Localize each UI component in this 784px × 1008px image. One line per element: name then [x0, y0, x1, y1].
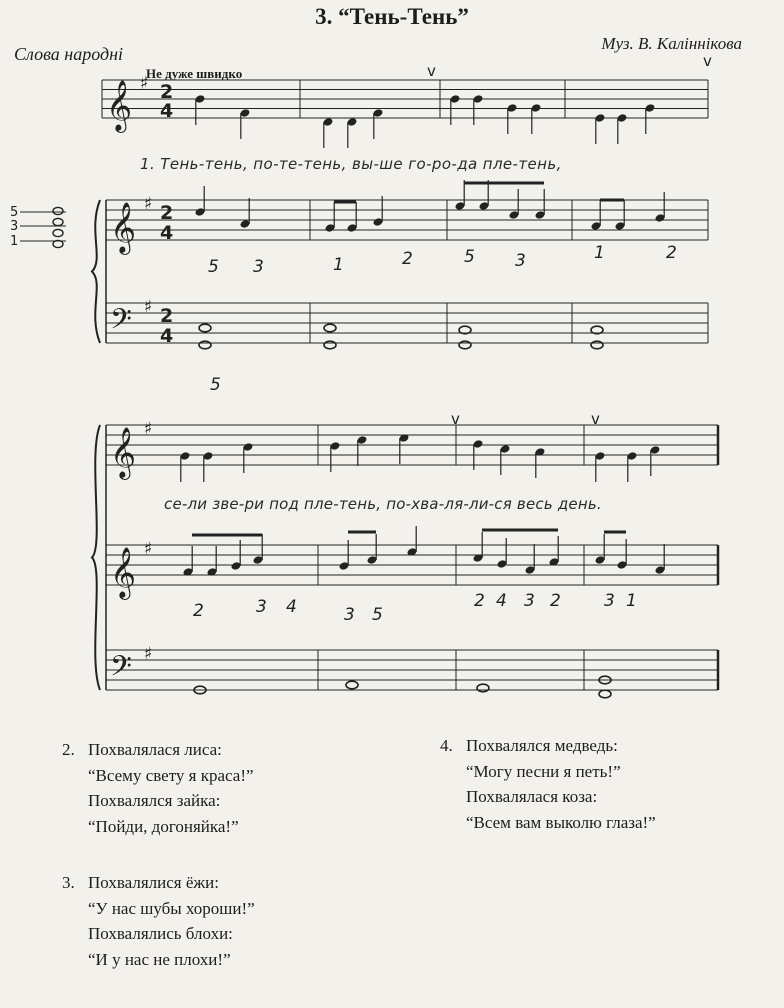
verse-line: Похвалялись блохи: [88, 924, 233, 943]
open-notehead [53, 207, 63, 214]
sharp-icon: ♯ [144, 644, 153, 664]
verse-line: “Могу песни я петь!” [466, 761, 621, 781]
open-notehead [346, 681, 358, 689]
fingering-number: 5 [208, 257, 219, 277]
verse-4 [440, 733, 656, 835]
verse-line: Похвалялася коза: [466, 787, 598, 806]
open-notehead [591, 341, 603, 349]
open-notehead [53, 229, 63, 236]
verse-line: “У нас шубы хороши!” [88, 898, 255, 918]
time-signature: 4 [160, 325, 174, 347]
fingering-number: 4 [496, 591, 507, 611]
verse-line: “Всем вам выколю глаза!” [466, 812, 656, 832]
open-notehead [324, 324, 336, 332]
treble-clef-icon: 𝄞 [110, 427, 137, 478]
brace [92, 200, 100, 343]
sharp-icon: ♯ [144, 539, 153, 559]
verse-number: 2. [62, 740, 75, 759]
verse-number: 4. [440, 736, 453, 755]
composer-credit: Муз. В. Каліннікова [601, 34, 742, 53]
time-signature: 2 [160, 305, 174, 327]
verse-line: “Всему свету я краса!” [88, 765, 254, 785]
sharp-icon: ♯ [140, 73, 149, 94]
fingering-number: 3 [256, 597, 267, 617]
fingering-number: 1 [10, 234, 19, 249]
open-notehead [199, 341, 211, 349]
treble-clef-icon: 𝄞 [110, 202, 137, 253]
breath-mark-icon: v [427, 62, 436, 80]
open-notehead [199, 324, 211, 332]
treble-clef-icon: 𝄞 [106, 79, 133, 131]
fingering-number: 3 [344, 605, 355, 625]
verse-line: “И у нас не плохи!” [88, 949, 231, 969]
verse-3 [62, 870, 255, 972]
fingering-number: 2 [550, 591, 561, 611]
breath-mark-icon: v [451, 410, 460, 428]
fingering-number: 2 [402, 249, 413, 269]
verse-line: Похвалялися ёжи: [88, 873, 219, 892]
fingering-number: 3 [524, 591, 535, 611]
open-notehead [459, 341, 471, 349]
open-notehead [324, 341, 336, 349]
open-notehead [53, 218, 63, 225]
fingering-number: 3 [604, 591, 615, 611]
verse-line: “Пойди, догоняйка!” [88, 816, 239, 836]
brace [92, 425, 100, 690]
verse-line: Похвалялся медведь: [466, 736, 618, 755]
time-signature: 4 [160, 222, 174, 244]
fingering-number: 1 [594, 243, 605, 263]
sharp-icon: ♯ [144, 419, 153, 439]
open-notehead [477, 684, 489, 692]
fingering-number: 5 [464, 247, 475, 267]
breath-mark-icon: v [591, 410, 600, 428]
fingering-number: 5 [210, 375, 221, 395]
fingering-number: 3 [515, 251, 526, 271]
song-title: 3. “Тень-Тень” [315, 4, 469, 29]
lyrics-line-2: се-ли зве-ри под пле-тень, по-хва-ля-ли-ся весь день. [164, 495, 602, 513]
fingering-number: 1 [626, 591, 637, 611]
open-notehead [599, 690, 611, 698]
fingering-number: 2 [193, 601, 204, 621]
time-signature: 2 [160, 202, 174, 224]
verse-line: Похвалялся зайка: [88, 791, 221, 810]
fingering-number: 4 [286, 597, 297, 617]
time-signature: 2 [160, 81, 174, 104]
breath-mark-icon: v [703, 52, 712, 70]
fingering-number: 3 [10, 219, 19, 234]
lyricist-credit: Слова народні [14, 44, 123, 64]
sharp-icon: ♯ [144, 194, 153, 214]
verse-2 [62, 737, 254, 839]
fingering-number: 2 [474, 591, 485, 611]
verse-line: Похвалялася лиса: [88, 740, 222, 759]
bass-clef-icon: 𝄢 [110, 650, 132, 690]
fingering-number: 5 [10, 205, 19, 220]
verse-number: 3. [62, 873, 75, 892]
lyrics-line-1: 1. Тень-тень, по-те-тень, вы-ше го-ро-да пле-тень, [140, 155, 562, 173]
tempo-marking: Не дуже швидко [146, 66, 243, 81]
fingering-number: 1 [333, 255, 344, 275]
bass-clef-icon: 𝄢 [110, 303, 132, 343]
treble-clef-icon: 𝄞 [110, 547, 137, 598]
time-signature: 4 [160, 100, 174, 123]
sharp-icon: ♯ [144, 297, 153, 317]
fingering-number: 2 [666, 243, 677, 263]
fingering-number: 3 [253, 257, 264, 277]
fingering-number: 5 [372, 605, 383, 625]
